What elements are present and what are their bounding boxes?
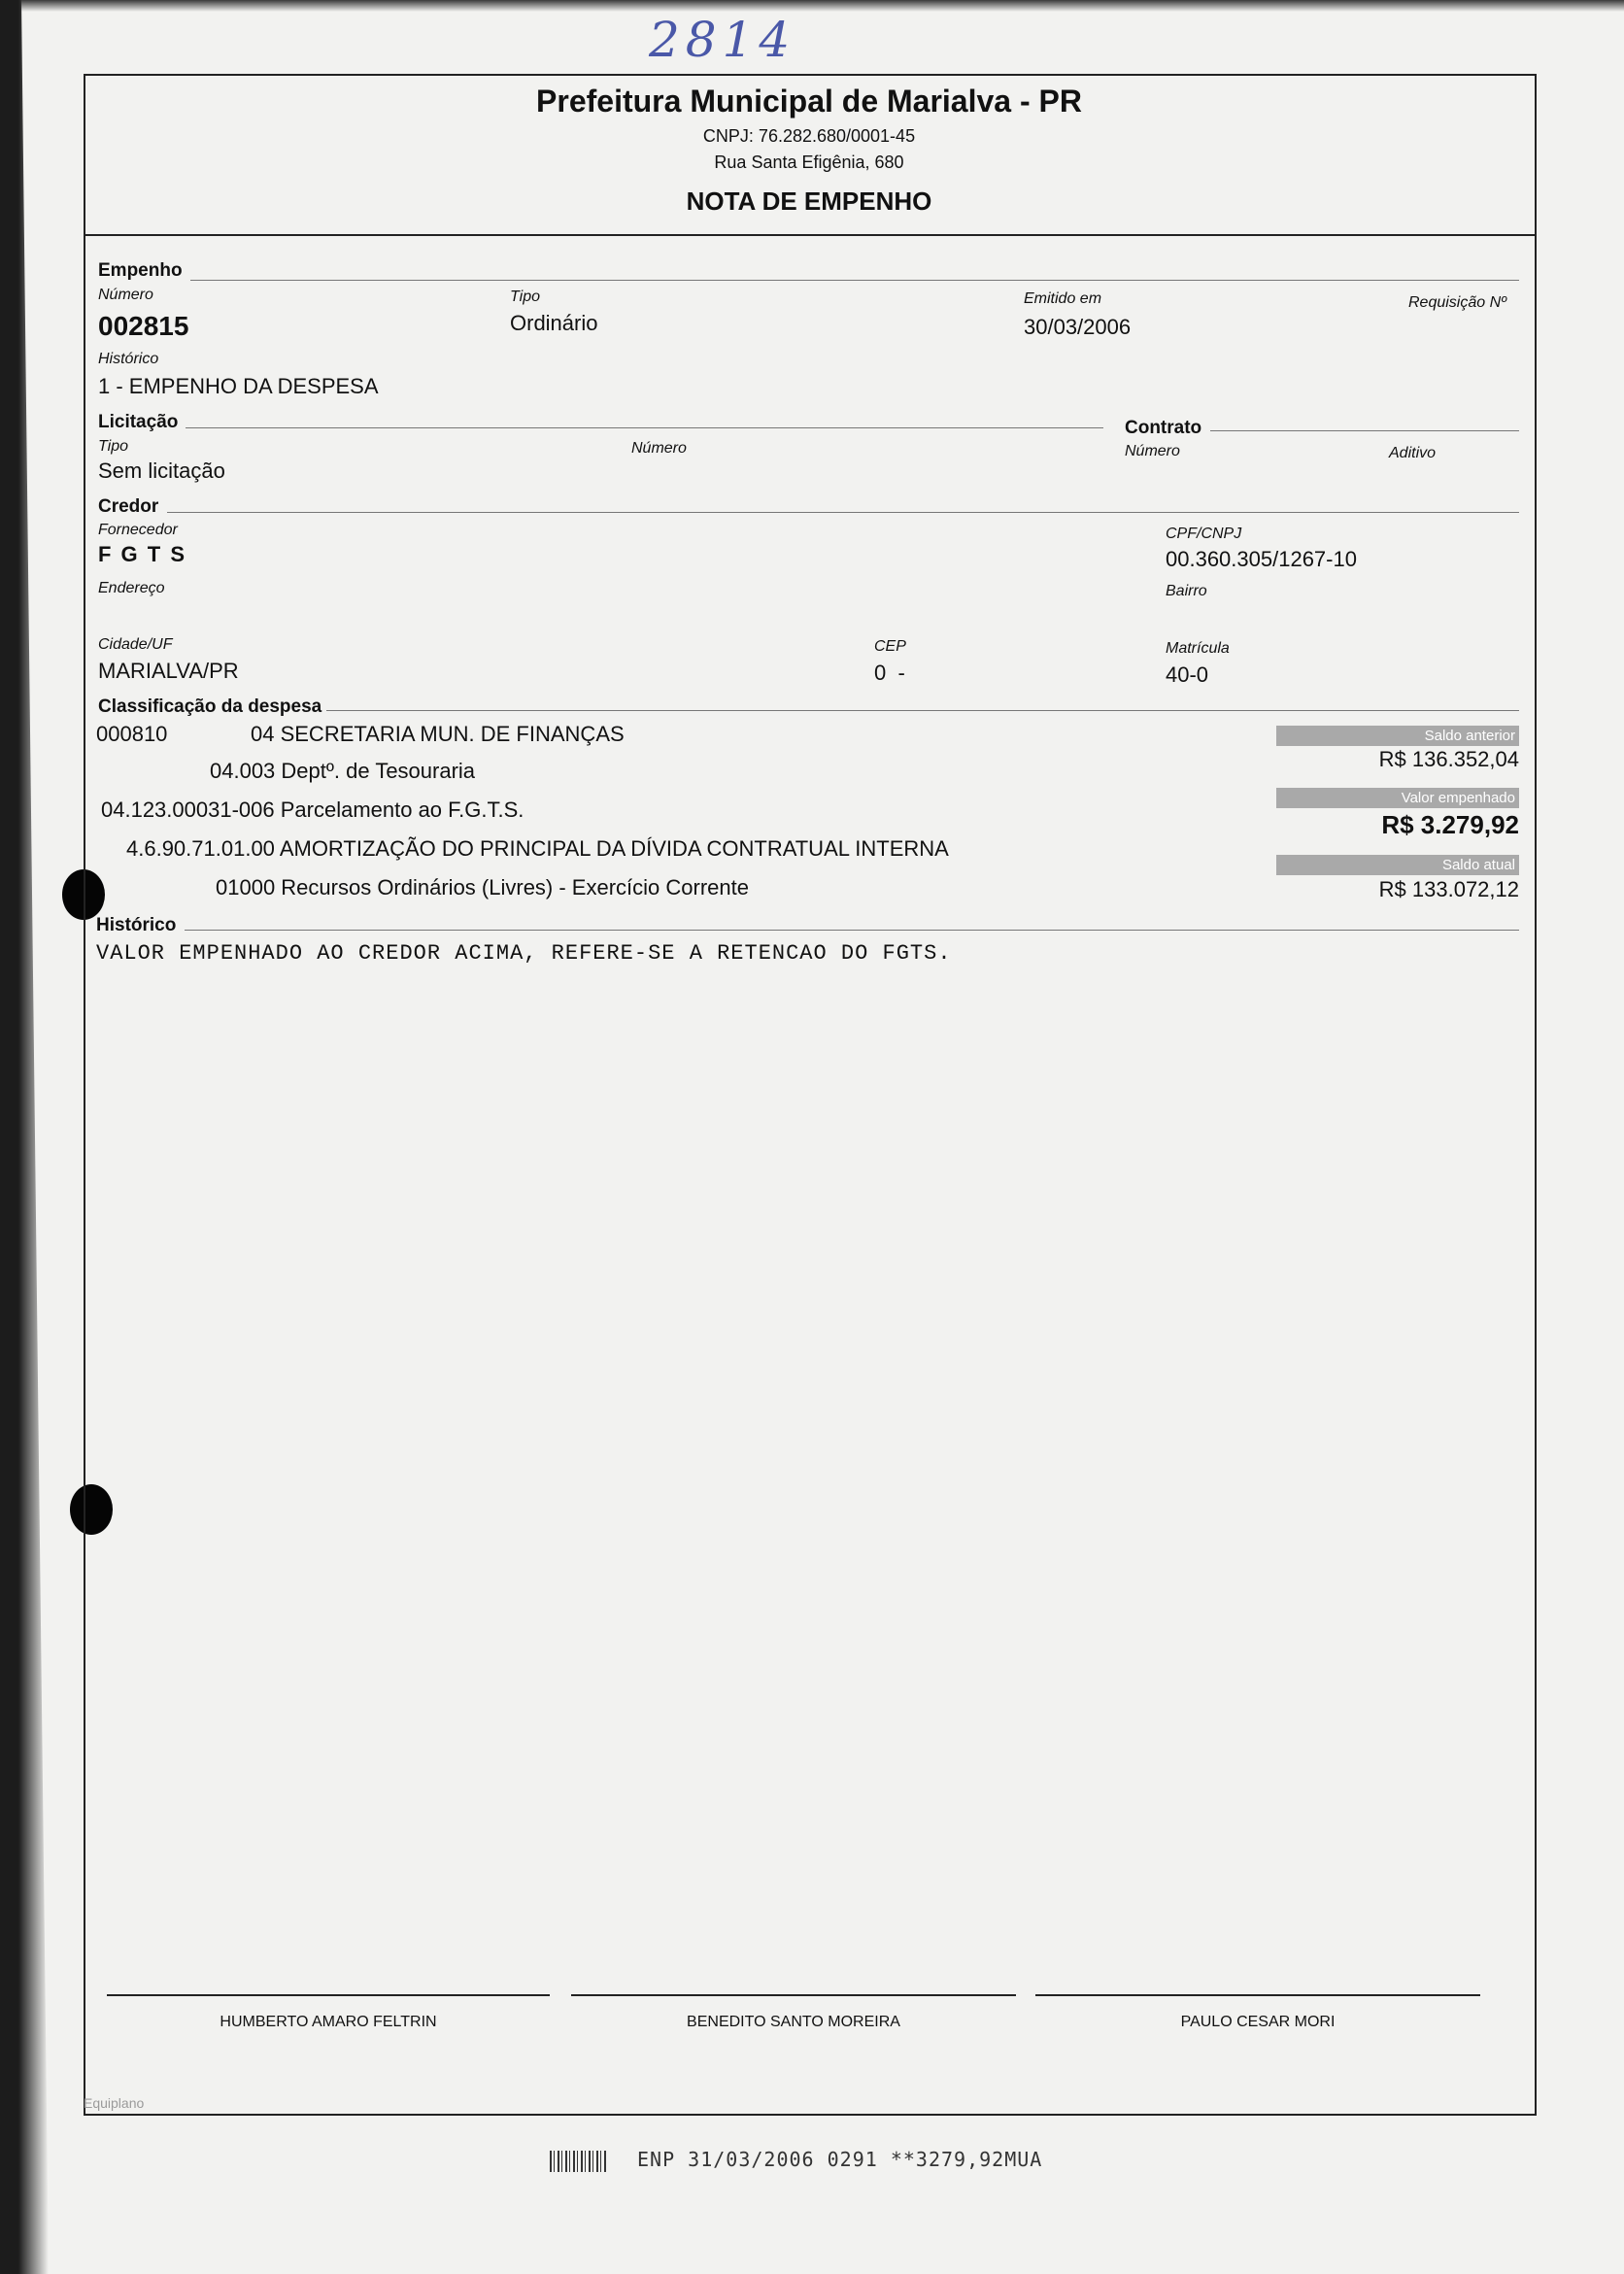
classificacao-section-title: Classificação da despesa xyxy=(98,696,322,717)
empenho-numero-label: Número xyxy=(98,287,153,303)
empenho-numero: 002815 xyxy=(98,311,189,341)
document-title: NOTA DE EMPENHO xyxy=(686,187,932,216)
endereco-label: Endereço xyxy=(98,580,165,596)
historico-section-title: Histórico xyxy=(96,915,177,935)
mechanical-stamp: ENP 31/03/2006 0291 **3279,92MUA xyxy=(637,2148,1043,2171)
saldo-atual: R$ 133.072,12 xyxy=(1378,877,1519,901)
address-line: Rua Santa Efigênia, 680 xyxy=(714,153,904,172)
saldo-atual-label: Saldo atual xyxy=(1276,855,1519,875)
valor-empenhado: R$ 3.279,92 xyxy=(1381,810,1519,839)
signature-line-3 xyxy=(1035,1994,1480,1996)
cep-label: CEP xyxy=(874,638,906,655)
bairro-label: Bairro xyxy=(1166,583,1207,599)
empenho-section-title: Empenho xyxy=(98,260,183,281)
classificacao-rule xyxy=(326,710,1519,711)
scan-left-edge xyxy=(0,0,49,2274)
classificacao-code: 000810 xyxy=(96,722,168,746)
cpf-cnpj-label: CPF/CNPJ xyxy=(1166,526,1242,542)
classificacao-programa: 04.123.00031-006 Parcelamento ao F.G.T.S. xyxy=(101,798,524,822)
licitacao-section-title: Licitação xyxy=(98,412,179,432)
signature-name-1: HUMBERTO AMARO FELTRIN xyxy=(220,2014,437,2030)
fornecedor-label: Fornecedor xyxy=(98,522,178,538)
licitacao-tipo: Sem licitação xyxy=(98,458,225,483)
classificacao-elemento: 4.6.90.71.01.00 AMORTIZAÇÃO DO PRINCIPAL DA DÍVIDA CONTRATUAL INTERNA xyxy=(126,836,949,861)
classificacao-departamento: 04.003 Deptº. de Tesouraria xyxy=(210,759,476,783)
contrato-aditivo-label: Aditivo xyxy=(1389,445,1437,461)
requisicao-label: Requisição Nº xyxy=(1408,294,1506,311)
empenho-rule xyxy=(190,280,1519,281)
historico-text: VALOR EMPENHADO AO CREDOR ACIMA, REFERE-SE A RETENCAO DO FGTS. xyxy=(96,941,952,966)
credor-rule xyxy=(167,512,1519,513)
classificacao-recurso: 01000 Recursos Ordinários (Livres) - Exercício Corrente xyxy=(216,875,749,899)
handwritten-page-number: 2814 xyxy=(649,12,796,68)
document-header xyxy=(84,74,1535,236)
contrato-numero-label: Número xyxy=(1125,443,1180,459)
licitacao-numero-label: Número xyxy=(631,440,687,457)
cidade: MARIALVA/PR xyxy=(98,659,239,683)
saldo-anterior: R$ 136.352,04 xyxy=(1378,747,1519,771)
historico-rule xyxy=(185,930,1519,931)
matricula-label: Matrícula xyxy=(1166,640,1230,657)
signature-line-2 xyxy=(571,1994,1016,1996)
credor-section-title: Credor xyxy=(98,496,159,517)
emitido-date: 30/03/2006 xyxy=(1024,315,1132,339)
saldo-anterior-label: Saldo anterior xyxy=(1276,726,1519,746)
cpf-cnpj: 00.360.305/1267-10 xyxy=(1166,547,1357,571)
empenho-historico-label: Histórico xyxy=(98,351,159,367)
licitacao-tipo-label: Tipo xyxy=(98,438,128,455)
signature-line-1 xyxy=(107,1994,550,1996)
empenho-tipo-label: Tipo xyxy=(510,288,540,305)
municipality-title: Prefeitura Municipal de Marialva - PR xyxy=(536,84,1082,119)
software-mark: Equiplano xyxy=(84,2095,145,2111)
valor-empenhado-label: Valor empenhado xyxy=(1276,788,1519,808)
empenho-tipo: Ordinário xyxy=(510,311,598,335)
contrato-section-title: Contrato xyxy=(1125,418,1202,438)
cep: 0 - xyxy=(874,661,905,685)
scan-top-shadow xyxy=(0,0,1624,12)
matricula: 40-0 xyxy=(1166,662,1209,687)
classificacao-secretaria: 04 SECRETARIA MUN. DE FINANÇAS xyxy=(251,722,625,746)
cnpj-line: CNPJ: 76.282.680/0001-45 xyxy=(702,126,916,146)
licitacao-rule xyxy=(186,427,1103,428)
fornecedor: F G T S xyxy=(98,542,186,566)
empenho-historico: 1 - EMPENHO DA DESPESA xyxy=(98,374,379,398)
signature-name-3: PAULO CESAR MORI xyxy=(1180,2014,1336,2030)
barcode-mark xyxy=(550,2151,608,2172)
emitido-label: Emitido em xyxy=(1024,290,1102,307)
contrato-rule xyxy=(1210,430,1519,431)
cidade-label: Cidade/UF xyxy=(98,636,173,653)
signature-name-2: BENEDITO SANTO MOREIRA xyxy=(687,2014,900,2030)
